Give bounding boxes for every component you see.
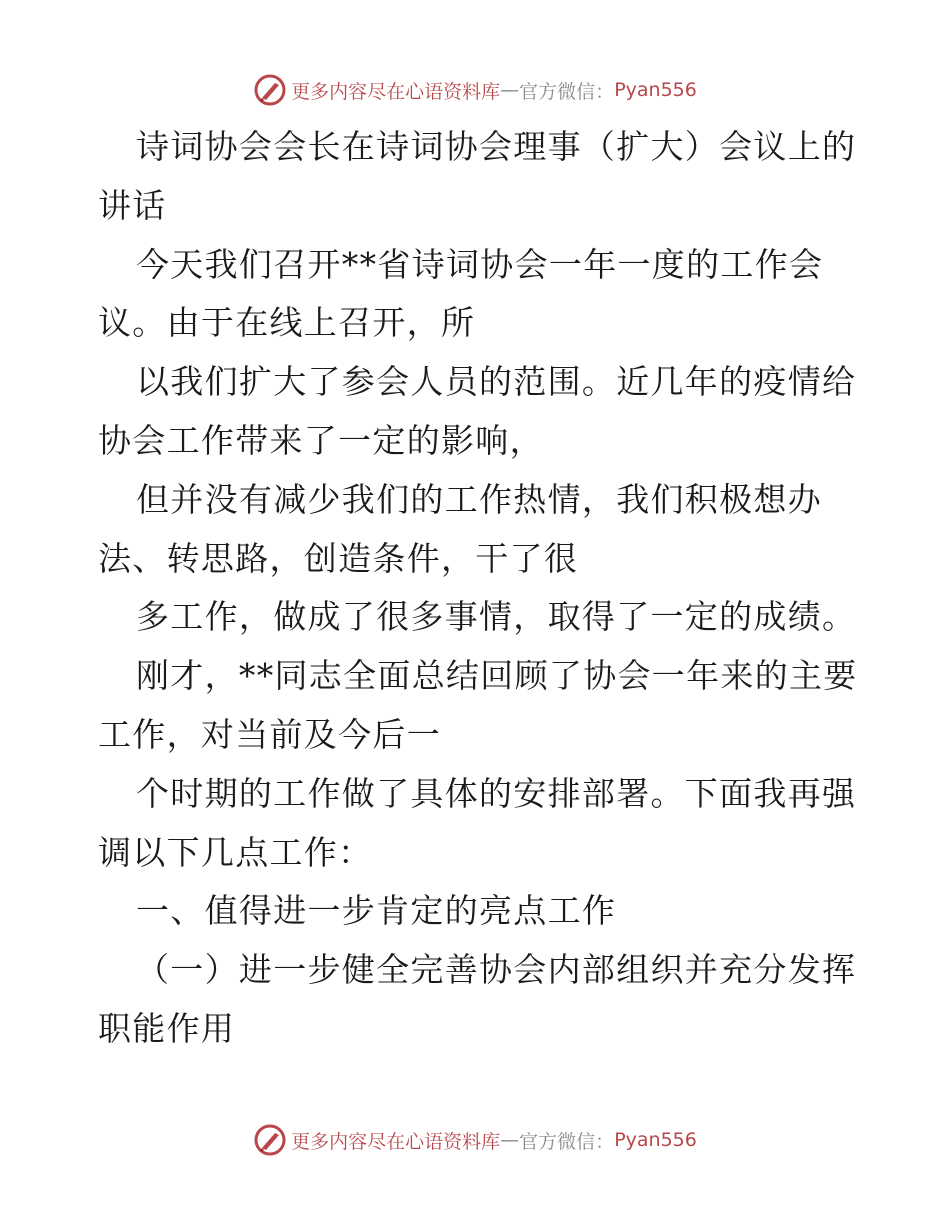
doc-title-line-1: 诗词协会会长在诗词协会理事（扩大）会议上的 <box>136 127 857 166</box>
doc-line: 但并没有减少我们的工作热情，我们积极想办 <box>136 479 822 519</box>
watermark-banner-top <box>0 70 950 110</box>
watermark-main-text: 更多内容尽在心语资料库 <box>291 1130 501 1153</box>
doc-line: 多工作，做成了很多事情，取得了一定的成绩。 <box>136 597 857 637</box>
doc-line: 刚才，**同志全面总结回顾了协会一年来的主要 <box>136 656 858 696</box>
doc-line: 今天我们召开**省诗词协会一年一度的工作会 <box>136 244 824 284</box>
watermark-wechat-label: 官方微信： <box>519 80 615 103</box>
doc-line: 个时期的工作做了具体的安排部署。下面我再强 <box>136 773 857 813</box>
watermark-banner-bottom <box>0 1120 950 1160</box>
document-body <box>98 118 858 1059</box>
watermark-separator: — <box>500 1129 520 1151</box>
quill-logo-icon <box>253 1123 287 1157</box>
doc-line: 法、转思路，创造条件，干了很 <box>98 538 579 578</box>
quill-logo-icon <box>253 73 287 107</box>
watermark-wechat-label: 官方微信： <box>519 1130 615 1153</box>
doc-line: 议。由于在线上召开，所 <box>98 303 476 343</box>
doc-line: 职能作用 <box>98 1008 236 1048</box>
doc-line: 调以下几点工作： <box>98 832 373 872</box>
section-heading: 一、值得进一步肯定的亮点工作 <box>136 891 617 931</box>
watermark-wechat-id: Pyan556 <box>614 79 697 101</box>
doc-line: 协会工作带来了一定的影响， <box>98 420 544 460</box>
watermark-separator: — <box>500 79 520 101</box>
doc-line: 工作，对当前及今后一 <box>98 714 441 754</box>
watermark-wechat-id: Pyan556 <box>614 1129 697 1151</box>
doc-line: 以我们扩大了参会人员的范围。近几年的疫情给 <box>136 362 857 402</box>
watermark-main-text: 更多内容尽在心语资料库 <box>291 80 501 103</box>
subsection-heading: （一）进一步健全完善协会内部组织并充分发挥 <box>136 950 857 990</box>
doc-title-line-2: 讲话 <box>98 185 167 225</box>
